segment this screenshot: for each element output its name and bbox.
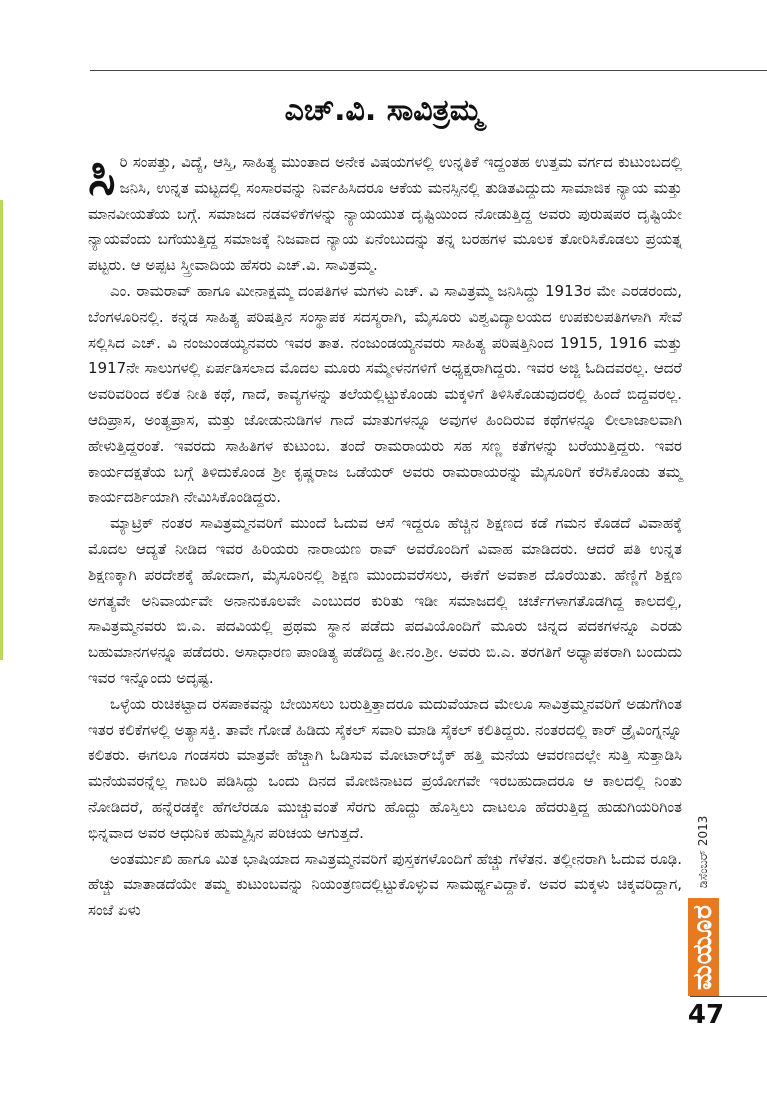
- article-body: [88, 147, 682, 924]
- paragraph-5: ಅಂತರ್ಮುಖಿ ಹಾಗೂ ಮಿತ ಭಾಷಿಯಾದ ಸಾವಿತ್ರಮ್ಮನವರಿಗೆ ಪುಸ್ತಕಗಳೊಂದಿಗೆ ಹೆಚ್ಚು ಗೆಳೆತನ. ತಲ್ಲೀನರಾಗಿ ಓದುವ ರೂಢಿ. ಹೆಚ್ಚು ಮಾತಾಡದೆಯೇ ತಮ್ಮ ಕುಟುಂಬವನ್ನು ನಿಯಂತ್ರಣದಲ್ಲಿಟ್ಟುಕೊಳ್ಳುವ ಸಾಮರ್ಥ್ಯವಿದ್ದಾಕೆ. ಅವರ ಮಕ್ಕಳು ಚಿಕ್ಕವರಿದ್ದಾಗ, ಸಂಜೆ ಏಳು: [88, 849, 682, 920]
- masthead-block: [688, 778, 718, 996]
- issue-date: ಡಿಸೆಂಬರ್ 2013: [695, 815, 710, 889]
- paragraph-4: ಒಳ್ಳೆಯ ರುಚಿಕಟ್ಟಾದ ರಸಪಾಕವನ್ನು ಬೇಯಿಸಲು ಬರುತ್ತಿತ್ತಾದರೂ ಮದುವೆಯಾದ ಮೇಲೂ ಸಾವಿತ್ರಮ್ಮನವರಿಗೆ ಅಡುಗೆಗಿಂತ ಇತರ ಕಲಿಕೆಗಳಲ್ಲಿ ಅತ್ಯಾಸಕ್ತಿ. ತಾವೇ ಗೋಡೆ ಹಿಡಿದು ಸೈಕಲ್ ಸವಾರಿ ಮಾಡಿ ಸೈಕಲ್ ಕಲಿತಿದ್ದರು. ನಂತರದಲ್ಲಿ ಕಾರ್ ಡ್ರೈವಿಂಗ್ನನ್ನೂ ಕಲಿತರು. ಈಗಲೂ ಗಂಡಸರು ಮಾತ್ರವೇ ಹೆಚ್ಚಾಗಿ ಓಡಿಸುವ ಮೋಟಾರ್‌ಬೈಕ್ ಹತ್ತಿ ಮನೆಯ ಆವರಣದಲ್ಲೇ ಸುತ್ತಿ ಸುತ್ತಾಡಿಸಿ ಮನೆಯವರನ್ನೆಲ್ಲ ಗಾಬರಿ ಪಡಿಸಿದ್ದು ಒಂದು ದಿನದ ಮೋಜಿನಾಟದ ಪ್ರಯೋಗವೇ ಇರಬಹುದಾದರೂ ಆ ಕಾಲದಲ್ಲಿ ನಿಂತು ನೋಡಿದರೆ, ಹನ್ನೆರಡಕ್ಕೇ ಹೆಗಲೆರಡೂ ಮುಚ್ಚುವಂತೆ ಸೆರಗು ಹೊದ್ದು ಹೊಸ್ತಿಲು ದಾಟಲೂ ಹೆದರುತ್ತಿದ್ದ ಹುಡುಗಿಯರಿಗಿಂತ ಭಿನ್ನವಾದ ಅವರ ಆಧುನಿಕ ಹುಮ್ಮಸ್ಸಿನ ಪರಿಚಯ ಆಗುತ್ತದೆ.: [88, 694, 682, 842]
- drop-cap: ಸಿ: [88, 147, 116, 207]
- page-number: 47: [687, 1000, 725, 1030]
- sidebar-masthead: [688, 778, 718, 996]
- masthead-logo: ಮಯೂರ: [688, 898, 719, 996]
- article-title: ಎಚ್.ವಿ. ಸಾವಿತ್ರಮ್ಮ: [284, 93, 483, 128]
- paragraph-1-text: ರಿ ಸಂಪತ್ತು, ವಿದ್ಯೆ, ಆಸ್ತಿ, ಸಾಹಿತ್ಯ ಮುಂತಾದ ಅನೇಕ ವಿಷಯಗಳಲ್ಲಿ ಉನ್ನತಿಕೆ ಇದ್ದಂತಹ ಉತ್ತಮ ವರ್ಗದ ಕುಟುಂಬದಲ್ಲಿ ಜನಿಸಿ, ಉನ್ನತ ಮಟ್ಟದಲ್ಲಿ ಸಂಸಾರವನ್ನು ನಿರ್ವಹಿಸಿದರೂ ಆಕೆಯ ಮನಸ್ಸಿನಲ್ಲಿ ತುಡಿತವಿದ್ದುದು ಸಾಮಾಜಿಕ ನ್ಯಾಯ ಮತ್ತು ಮಾನವೀಯತೆಯ ಬಗ್ಗೆ. ಸಮಾಜದ ನಡವಳಿಕೆಗಳನ್ನು ನ್ಯಾಯಯುತ ದೃಷ್ಟಿಯಿಂದ ನೋಡುತ್ತಿದ್ದ ಅವರು ಪುರುಷಪರ ದೃಷ್ಟಿಯೇ ನ್ಯಾಯವೆಂದು ಬಗೆಯುತ್ತಿದ್ದ ಸಮಾಜಕ್ಕೆ ನಿಜವಾದ ನ್ಯಾಯ ಏನೆಂಬುದನ್ನು ತನ್ನ ಬರಹಗಳ ಮೂಲಕ ತೋರಿಸಿಕೊಡಲು ಪ್ರಯತ್ನ ಪಟ್ಟರು. ಆ ಅಪ್ಪಟ ಸ್ತ್ರೀವಾದಿಯ ಹೆಸರು ಎಚ್.ವಿ. ಸಾವಿತ್ರಮ್ಮ.: [88, 153, 682, 275]
- top-divider: [90, 70, 767, 71]
- left-edge-accent: [0, 200, 3, 660]
- paragraph-1: [88, 147, 682, 279]
- paragraph-3: ಮ್ಯಾಟ್ರಿಕ್ ನಂತರ ಸಾವಿತ್ರಮ್ಮನವರಿಗೆ ಮುಂದೆ ಓದುವ ಆಸೆ ಇದ್ದರೂ ಹೆಚ್ಚಿನ ಶಿಕ್ಷಣದ ಕಡೆ ಗಮನ ಕೊಡದೆ ವಿವಾಹಕ್ಕೆ ಮೊದಲ ಆದ್ಯತೆ ನೀಡಿದ ಇವರ ಹಿರಿಯರು ನಾರಾಯಣ ರಾವ್ ಅವರೊಂದಿಗೆ ವಿವಾಹ ಮಾಡಿದರು. ಆದರೆ ಪತಿ ಉನ್ನತ ಶಿಕ್ಷಣಕ್ಕಾಗಿ ಪರದೇಶಕ್ಕೆ ಹೋದಾಗ, ಮೈಸೂರಿನಲ್ಲಿ ಶಿಕ್ಷಣ ಮುಂದುವರೆಸಲು, ಈಕೆಗೆ ಅವಕಾಶ ದೊರೆಯಿತು. ಹೆಣ್ಣಿಗೆ ಶಿಕ್ಷಣ ಅಗತ್ಯವೇ ಅನಿವಾರ್ಯವೇ ಅನಾನುಕೂಲವೇ ಎಂಬುದರ ಕುರಿತು ಇಡೀ ಸಮಾಜದಲ್ಲಿ ಚರ್ಚೆಗಳಾಗತೊಡಗಿದ್ದ ಕಾಲದಲ್ಲಿ, ಸಾವಿತ್ರಮ್ಮನವರು ಬಿ.ಎ. ಪದವಿಯಲ್ಲಿ ಪ್ರಥಮ ಸ್ಥಾನ ಪಡೆದು ಪದವಿಯೊಂದಿಗೆ ಮೂರು ಚಿನ್ನದ ಪದಕಗಳನ್ನೂ ಎರಡು ಬಹುಮಾನಗಳನ್ನೂ ಪಡೆದರು. ಅಸಾಧಾರಣ ಪಾಂಡಿತ್ಯ ಪಡೆದಿದ್ದ ತೀ.ನಂ.ಶ್ರೀ. ಅವರು ಬಿ.ಎ. ತರಗತಿಗೆ ಅಧ್ಯಾಪಕರಾಗಿ ಬಂದುದು ಇವರ ಇನ್ನೊಂದು ಅದೃಷ್ಟ.: [88, 514, 682, 687]
- page-number-divider: [690, 996, 767, 997]
- paragraph-2: ಎಂ. ರಾಮರಾವ್ ಹಾಗೂ ಮೀನಾಕ್ಷಮ್ಮ ದಂಪತಿಗಳ ಮಗಳು ಎಚ್. ವಿ ಸಾವಿತ್ರಮ್ಮ ಜನಿಸಿದ್ದು 1913ರ ಮೇ ಎರಡರಂದು, ಬೆಂಗಳೂರಿನಲ್ಲಿ. ಕನ್ನಡ ಸಾಹಿತ್ಯ ಪರಿಷತ್ತಿನ ಸಂಸ್ಥಾಪಕ ಸದಸ್ಯರಾಗಿ, ಮೈಸೂರು ವಿಶ್ವವಿದ್ಯಾಲಯದ ಉಪಕುಲಪತಿಗಳಾಗಿ ಸೇವೆ ಸಲ್ಲಿಸಿದ ಎಚ್. ವಿ ನಂಜುಂಡಯ್ಯನವರು ಇವರ ತಾತ. ನಂಜುಂಡಯ್ಯನವರು ಸಾಹಿತ್ಯ ಪರಿಷತ್ತಿನಿಂದ 1915, 1916 ಮತ್ತು 1917ನೇ ಸಾಲುಗಳಲ್ಲಿ ಏರ್ಪಡಿಸಲಾದ ಮೊದಲ ಮೂರು ಸಮ್ಮೇಳನಗಳಿಗೆ ಅಧ್ಯಕ್ಷರಾಗಿದ್ದರು. ಇವರ ಅಜ್ಜಿ ಓದಿದವರಲ್ಲ. ಆದರೆ ಅವರಿವರಿಂದ ಕಲಿತ ನೀತಿ ಕಥೆ, ಗಾದೆ, ಕಾವ್ಯಗಳನ್ನು ತಲೆಯಲ್ಲಿಟ್ಟುಕೊಂಡು ಮಕ್ಕಳಿಗೆ ತಿಳಿಸಿಕೊಡುವುದರಲ್ಲಿ ಹಿಂದೆ ಬಿದ್ದವರಲ್ಲ. ಆದಿಪ್ರಾಸ, ಅಂತ್ಯಪ್ರಾಸ, ಮತ್ತು ಜೋಡುನುಡಿಗಳ ಗಾದೆ ಮಾತುಗಳನ್ನೂ ಅವುಗಳ ಹಿಂದಿರುವ ಕಥೆಗಳನ್ನೂ ಲೀಲಾಜಾಲವಾಗಿ ಹೇಳುತ್ತಿದ್ದರಂತೆ. ಇವರದು ಸಾಹಿತಿಗಳ ಕುಟುಂಬ. ತಂದೆ ರಾಮರಾಯರು ಸಹ ಸಣ್ಣ ಕತೆಗಳನ್ನು ಬರೆಯುತ್ತಿದ್ದರು. ಇವರ ಕಾರ್ಯದಕ್ಷತೆಯ ಬಗ್ಗೆ ತಿಳಿದುಕೊಂಡ ಶ್ರೀ ಕೃಷ್ಣರಾಜ ಒಡೆಯರ್ ಅವರು ರಾಮರಾಯರನ್ನು ಮೈಸೂರಿಗೆ ಕರೆಸಿಕೊಂಡು ತಮ್ಮ ಕಾರ್ಯದರ್ಶಿಯಾಗಿ ನೇಮಿಸಿಕೊಂಡಿದ್ದರು.: [88, 281, 682, 507]
